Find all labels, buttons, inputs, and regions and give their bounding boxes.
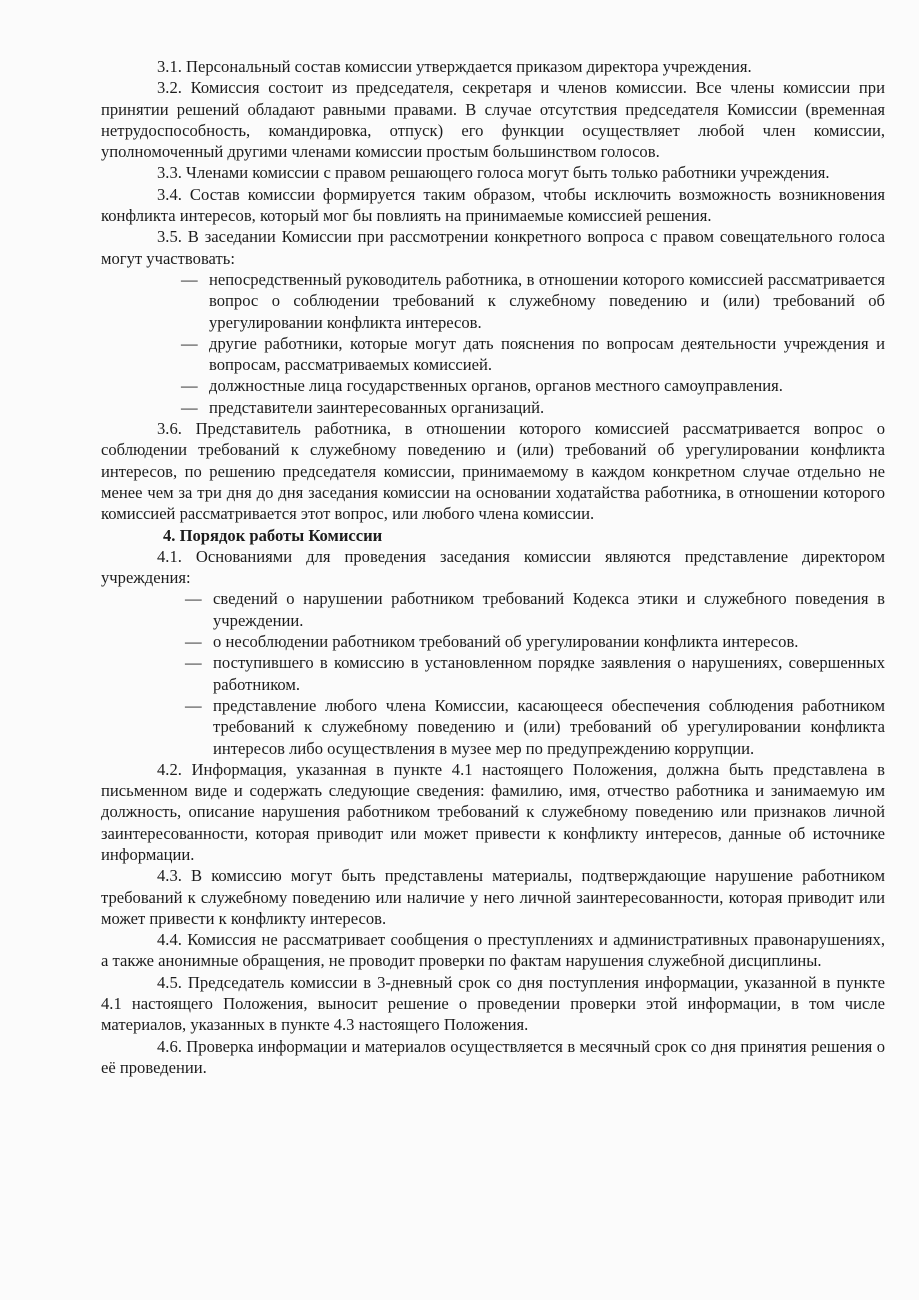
dash-mark: — [185,589,202,609]
paragraph-4-2: 4.2. Информация, указанная в пункте 4.1 настоящего Положения, должна быть представлена в письменном виде и содержать следующие сведения: фамилию, имя, отчество работника и занимаемую им должность, описание нарушения работником требований к служебному поведению или признаков личной заинтересованности, которая приводит или может привести к конфликту интересов, данные об источнике информации. [101,759,885,864]
list-item: — должностные лица государственных органов, органов местного самоуправления. [181,376,783,396]
paragraph-4-5: 4.5. Председатель комиссии в 3-дневный срок со дня поступления информации, указанной в пункте 4.1 настоящего Положения, выносит решение о проведении проверки этой информации, в том числе материалов, указанных в пункте 4.3 настоящего Положения. [101,972,885,1035]
dash-mark: — [185,695,202,715]
paragraph-3-4: 3.4. Состав комиссии формируется таким образом, чтобы исключить возможность возникновения конфликта интересов, который мог бы повлиять на принимаемые комиссией решения. [101,184,885,226]
dash-mark: — [181,376,198,396]
paragraph-3-1: 3.1. Персональный состав комиссии утверждается приказом директора учреждения. [157,57,752,76]
dash-mark: — [181,397,198,417]
paragraph-3-2: 3.2. Комиссия состоит из председателя, секретаря и членов комиссии. Все члены комиссии при принятии решений обладают равными правами. В случае отсутствия председателя Комиссии (временная нетрудоспособность, командировка, отпуск) его функции осуществляет любой член комиссии, уполномоченный другими членами комиссии простым большинством голосов. [101,78,885,162]
grounds-list [101,588,885,758]
list-item: — непосредственный руководитель работника, в отношении которого комиссией рассматривается вопрос о соблюдении требований к служебному поведению и (или) требований об урегулировании конфликта интересов. [181,269,885,332]
list-item: — представители заинтересованных организаций. [181,397,545,417]
paragraph-3-6: 3.6. Представитель работника, в отношении которого комиссией рассматривается вопрос о соблюдении требований к служебному поведению и (или) требований об урегулировании конфликта интересов, по решению председателя комиссии, принимаемому в каждом конкретном случае отдельно не менее чем за три дня до дня заседания комиссии на основании ходатайства работника, в отношении которого комиссией рассматривается этот вопрос, или любого члена комиссии. [101,419,885,524]
paragraph-4-4: 4.4. Комиссия не рассматривает сообщения о преступлениях и административных правонарушениях, а также анонимные обращения, не проводит проверки по фактам нарушения служебной дисциплины. [101,930,885,971]
paragraph-3-3: 3.3. Членами комиссии с правом решающего голоса могут быть только работники учреждения. [157,163,830,183]
dash-mark: — [185,653,202,673]
paragraph-4-1: 4.1. Основаниями для проведения заседания комиссии являются представление директором учреждения: [101,546,885,588]
section-4-heading: 4. Порядок работы Комиссии [163,525,383,545]
list-item: — другие работники, которые могут дать пояснения по вопросам деятельности учреждения и вопросам, рассматриваемых комиссией. [181,333,885,375]
paragraph-4-6: 4.6. Проверка информации и материалов осуществляется в месячный срок со дня принятия решения о её проведении. [101,1036,885,1077]
list-item: — сведений о нарушении работником требований Кодекса этики и служебного поведения в учреждении. [185,589,885,630]
dash-mark: — [181,269,198,289]
list-item: — поступившего в комиссию в установленном порядке заявления о нарушениях, совершенных работником. [185,653,885,694]
paragraph-3-5: 3.5. В заседании Комиссии при рассмотрении конкретного вопроса с правом совещательного голоса могут участвовать: [101,227,885,268]
participants-list [101,269,885,418]
list-item: — представление любого члена Комиссии, касающееся обеспечения соблюдения работником требований к служебному поведению и (или) требований об урегулировании конфликта интересов либо осуществления в музее мер по предупреждению коррупции. [185,695,885,758]
paragraph-4-3: 4.3. В комиссию могут быть представлены материалы, подтверждающие нарушение работником требований к служебному поведению или наличие у него личной заинтересованности, которая приводит или может привести к конфликту интересов. [101,866,885,928]
list-item: — о несоблюдении работником требований об урегулировании конфликта интересов. [185,632,799,652]
dash-mark: — [181,333,198,353]
dash-mark: — [185,632,202,652]
